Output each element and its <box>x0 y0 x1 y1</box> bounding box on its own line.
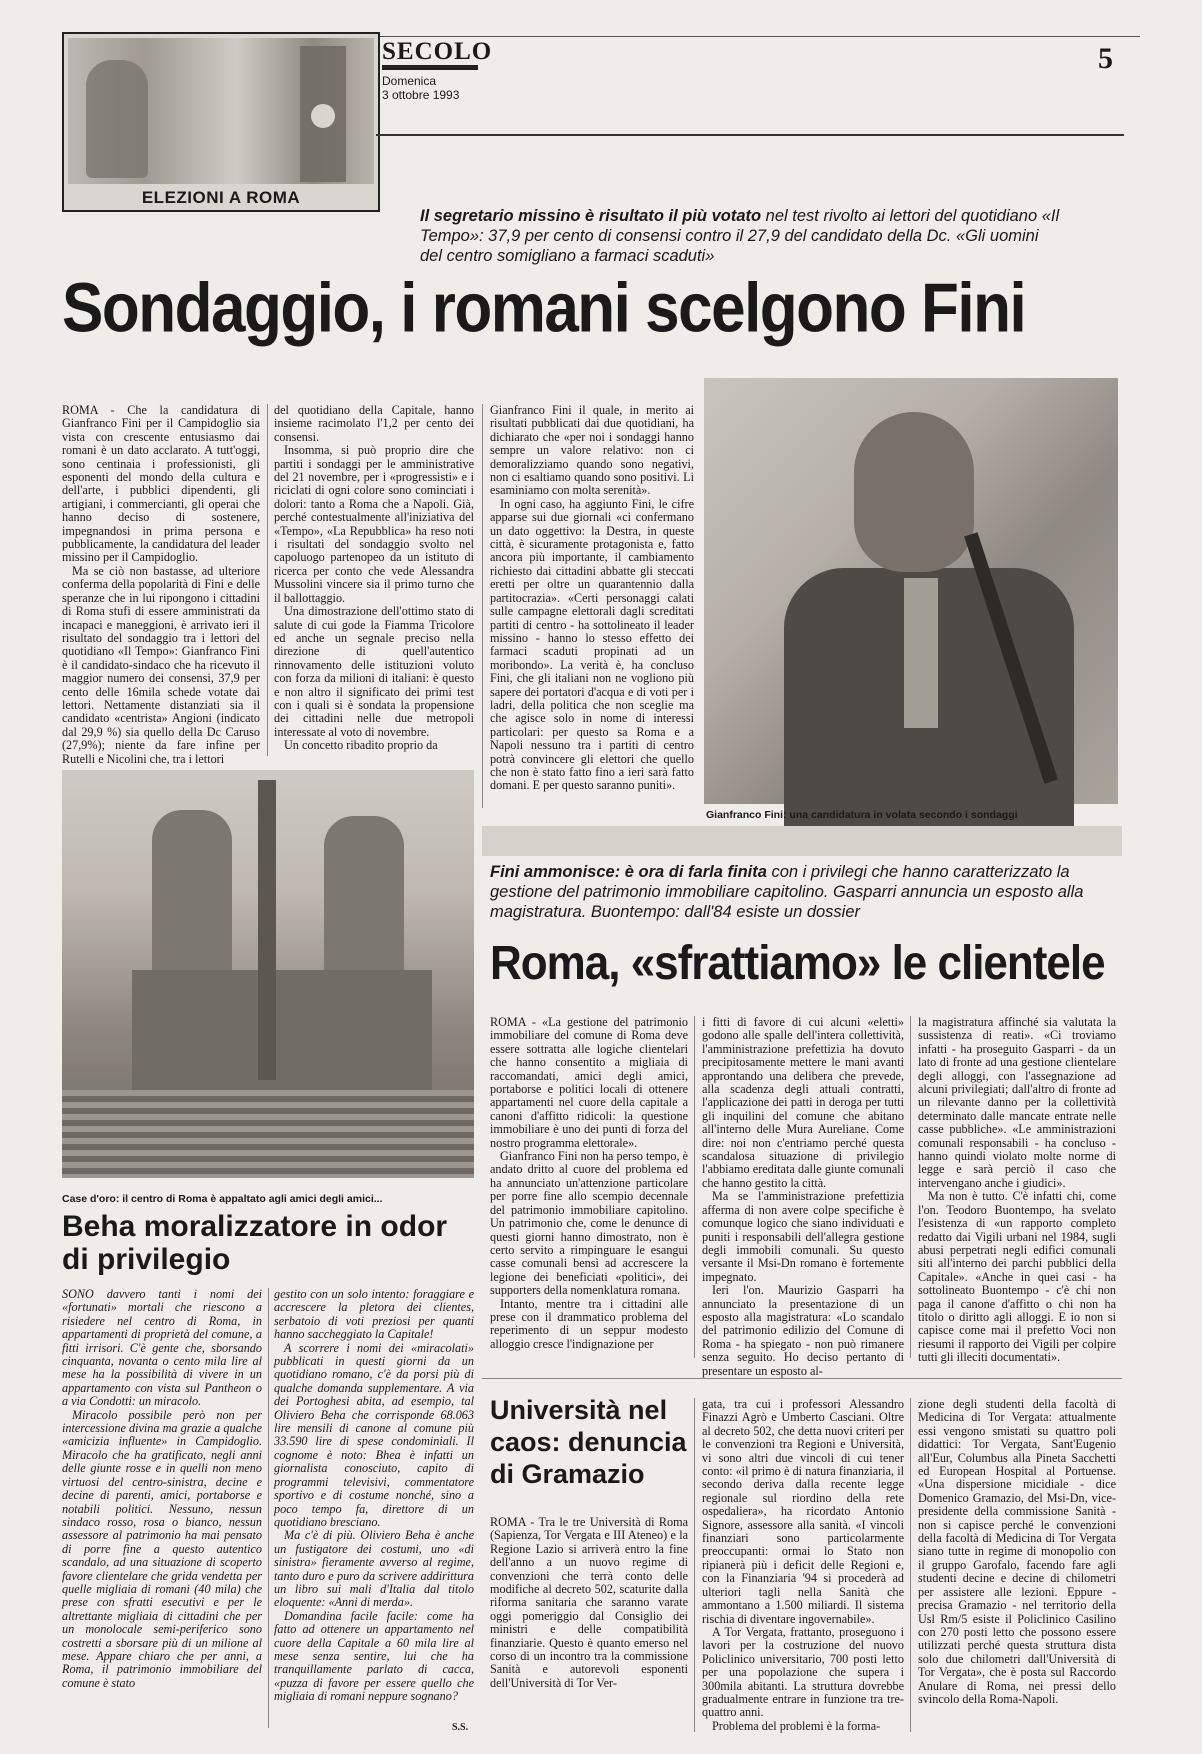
paragraph: Ma non è tutto. C'è infatti chi, come l'on. Teodoro Buontempo, ha svelato l'esistenza di «un rapporto completo redatto dai Vigili urbani nel 1984, sugli abusi perpetrati negli edifici comunali siti all'interno dei parchi pubblici della Capitale». «Anche in quei casi - ha sottolineato Buontempo - c'è chi non paga il canone d'affitto o chi non ha titolo o diritto agli alloggi. E io non si capisce come mai il prefetto Voci non riesumi il rapporto dei Vigili per colpire tutti gli illeciti documentati». <box>918 1189 1116 1365</box>
story2-column-3 <box>918 1015 1116 1365</box>
story2-column-2 <box>702 1015 904 1378</box>
story3-column-1 <box>62 1288 262 1728</box>
story4-column-1 <box>490 1516 688 1732</box>
column-rule <box>482 404 483 808</box>
paragraph: Insomma, si può proprio dire che partiti i sondaggi per le amministrative del 21 novembre, per i «progressisti» e i riciclati di ogni colore sono cominciati i dolori: tanto a Roma che a Napoli. Già, perché contestualmente all'iniziativa del «Tempo», «La Repubblica» ha reso noti i risultati del sondaggio svolto nel capoluogo partenopeo da un istituto di ricerca per conto che vede Alessandra Mussolini vincere sia il primo turno che il ballottaggio. <box>274 443 474 605</box>
church-photo <box>62 770 474 1178</box>
story4-column-3 <box>918 1398 1116 1732</box>
story3-column-2 <box>274 1288 474 1720</box>
section-photo <box>68 38 374 184</box>
paragraph: In ogni caso, ha aggiunto Fini, le cifre apparse sui due giornali «ci confermano un dato oggettivo: la Destra, in queste città, è sicuramente protagonista e, fatto ancora più importante, il cambiamento richiesto dai cittadini abbatte gli steccati eretti per oltre un quarantennio dalla partitocrazia». «Certi personaggi calati sulle campagne elettorali dagli screditati partiti di centro - ha sottolineato il leader missino - hanno lo stesso effetto dei farmaci scaduti propinati ad un moribondo». La verità è, ha concluso Fini, che gli italiani non ne vogliono più sapere dei portatori d'acqua e di voti per i ladri, della politica che non sceglie ma che agisce solo in nome di interessi particolari: per questo sa Roma e a Napoli nessuno tra i partiti di centro potrà convincere gli elettori che quello che non è stato fatto fino a ieri sarà fatto domani. E per questo saranno puniti». <box>490 496 694 793</box>
paragraph: Ma c'è di più. Oliviero Beha è anche un fustigatore dei costumi, uno «di sinistra» fieramente avverso al regime, tanto duro e puro da scrivere addirittura un libro sui mali d'Italia dal titolo eloquente: «Anni di merda». <box>274 1528 474 1610</box>
paragraph: ROMA - «La gestione del patrimonio immobiliare del comune di Roma deve essere sottratta alle logiche clientelari che hanno consentito a migliaia di raccomandati, amici degli amici, portaborse e politici locali di ottenere appartamenti nel cuore della capitale a canoni d'affitto ridicoli: la questione immobiliare è uno dei punti di forza del nostro programma elettorale». <box>490 1015 688 1150</box>
story2-column-1 <box>490 1016 688 1358</box>
story1-deck-bold: Il segretario missino è risultato il più votato <box>420 207 762 225</box>
paragraph: del quotidiano della Capitale, hanno insieme racimolato l'1,2 per cento dei consensi. <box>274 403 474 444</box>
section-caption: ELEZIONI A ROMA <box>141 188 301 207</box>
story2-headline: Roma, «sfrattiamo» le clientele <box>490 936 1105 990</box>
tower-image <box>300 46 346 182</box>
section-photo-box <box>62 32 380 212</box>
paragraph: Gianfranco Fini non ha perso tempo, è andato dritto al cuore del problema ed ha annunciato un'attenzione particolare per porre fine allo scempio decennale del patrimonio immobiliare capitolino. Un patrimonio che, come le denunce di questi giorni hanno dimostrato, non è certo servito a rimpinguare le esangui casse comunali bensì ad accrescere la legione dei beneficiati «politici», dei supporters della nomenklatura romana. <box>490 1149 688 1298</box>
top-rule <box>380 36 1140 37</box>
story2-deck <box>490 862 1090 922</box>
column-rule <box>694 1398 695 1732</box>
paragraph: ROMA - Che la candidatura di Gianfranco Fini per il Campidoglio sia vista con crescente entusiasmo dai romani è un dato acclarato. A tutt'oggi, sono centinaia i professionisti, gli esponenti del mondo della cultura e dell'arte, i pubblici dipendenti, gli artigiani, i commercianti, gli operai che hanno deciso di sostenere, impegnandosi in prima persona e pubblicamente, la candidatura del leader missino per il Campidoglio. <box>62 403 260 565</box>
paragraph: Un concetto ribadito proprio da <box>284 738 438 753</box>
paragraph: Ma se ciò non bastasse, ad ulteriore conferma della popolarità di Fini e delle speranze che in lui ripongono i cittadini di Roma stufi di essere amministrati da incapaci e maneggioni, è arrivato ieri il risultato del sondaggio tra i lettori del quotidiano «Il Tempo»: Gianfranco Fini è il candidato-sindaco che ha ricevuto il maggior numero dei consensi, 37,9 per cento delle 16mila schede votate dai lettori. Nettamente distanziati sia il candidato «centrista» Angioni (indicato dal 29,9 %) sia quello della Dc Caruso (27,9%); niente da fare infine per Rutelli e Nicolini che, tra i lettori <box>62 563 260 766</box>
paragraph: Ieri l'on. Maurizio Gasparri ha annunciato la presentazione di un esposto alla magistratura: «Lo scandalo del patrimonio edilizio del Comune di Roma - ha spiegato - non può rimanere senza seguito. Ho deciso pertanto di presentare un esposto al- <box>702 1283 904 1378</box>
story4-column-2 <box>702 1398 904 1732</box>
column-rule <box>694 1016 695 1358</box>
paragraph: gestito con un solo intento: foraggiare e accrescere la pletora dei clientes, serbatoio di voti preziosi per quanti hanno saccheggiato la Capitale! <box>274 1287 474 1342</box>
paragraph: A scorrere i nomi dei «miracolati» pubblicati in questi giorni da un quotidiano romano, c'è da porsi più di qualche domanda supplementare. A via dei Portoghesi abita, ad esempio, tal Oliviero Beha che corrisponde 68.063 lire mensili di canone al comune più 33.590 lire di spese condominiali. Il cognome è noto: Bhea è infatti un giornalista conosciuto, capito di programmi televisivi, commentatore sportivo e di costume nonché, sino a poco tempo fa, direttore di un quotidiano bresciano. <box>274 1340 474 1529</box>
paragraph: SONO davvero tanti i nomi dei «fortunati» mortali che riescono a risiedere nel centro di Roma, in appartamenti di proprietà del comune, a fitti irrisori. C'è gente che, sborsando cinquanta, novanta o cento mila lire al mese ha la possibilità di vivere in un appartamento con vista sul Pantheon o a via Condotti: un miracolo. <box>62 1287 262 1409</box>
fini-photo <box>704 378 1118 804</box>
story1-column-3 <box>490 404 694 810</box>
story3-headline: Beha moralizzatore in odor di privilegio <box>62 1210 448 1276</box>
column-rule <box>910 1398 911 1732</box>
paragraph: Miracolo possibile però non per intercessione divina ma grazie a qualche «amicizia influente» in Campidoglio. Miracolo che ha gratificato, negli anni delle giunte rosse e in quelli non meno virtuosi del centro-sinistra, decine e decine di parenti, amici, portaborse e notabili politici. Nessuno, nessun sindaco rosso, rosa o bianco, nessun assessore al patrimonio ha mai pensato di porre fine a questo autentico scandalo, ad una situazione di scoperto favore clientelare che grida vendetta per quelle migliaia di romani (40 mila) che prese con sfratti esecutivi e per le altrettante migliaia di cittadini che per un monolocale semi-periferico sono costretti a sborsare più di un milione al mese. Appare chiaro che per anni, a Roma, il patrimonio immobiliare del comune è stato <box>62 1407 262 1690</box>
issue-date-text: 3 ottobre 1993 <box>382 88 460 102</box>
story1-column-2 <box>274 404 474 756</box>
paragraph: Domandina facile facile: come ha fatto ad ottenere un appartamento nel cuore della Capitale a 60 mila lire al mese senza sentire, lui che ha tranquillamente parlato di cacca, «puzza di favore per essere quello che migliaia di romani neppure sognano? <box>274 1608 474 1704</box>
statue-image <box>86 60 148 178</box>
paragraph: i fitti di favore di cui alcuni «eletti» godono alle spalle dell'intera collettività, l'amministrazione prefettizia ha dovuto precipitosamente mettere le mani avanti approntando una delibera che prevede, alla scadenza degli attuali contratti, l'applicazione dei patti in deroga per tutti gli inquilini del comune che abitano all'interno delle Mura Aureliane. Come dire: noi non c'entriamo perché questa scandalosa situazione di privilegio l'abbiamo ereditata dalle giunte comunali che hanno gestito la città. <box>702 1015 904 1190</box>
frame-rule-top <box>376 134 1124 136</box>
paragraph: Gianfranco Fini il quale, in merito ai risultati pubblicati dai due quotidiani, ha dichiarato che «per noi i sondaggi hanno sempre un valore relativo: non ci demoralizziamo quando sono negativi, non ci esaltiamo quando sono positivi. Li esaminiamo con molta serenità». <box>490 403 694 498</box>
section-rule <box>482 1378 1122 1379</box>
story2-deck-text: con i privilegi che hanno caratterizzato la gestione del patrimonio immobiliare capitolino. Gasparri annuncia un esposto alla magistratura. Buontempo: dall'84 esiste un dossier <box>490 863 1084 921</box>
column-rule <box>267 404 268 756</box>
church-photo-caption: Case d'oro: il centro di Roma è appaltato agli amici degli amici... <box>62 1193 383 1205</box>
paragraph: Intanto, mentre tra i cittadini alle prese con il drammatico problema del reperimento di un seppur modesto alloggio cresce l'indignazione per <box>490 1296 688 1351</box>
story2-band <box>482 826 1122 856</box>
paragraph: Una dimostrazione dell'ottimo stato di salute di cui gode la Fiamma Tricolore ed anche un segnale preciso nella direzione di quell'autentico rinnovamento delle istituzioni voluto con forza da milioni di italiani: è questo e non altro il significato dei primi test con i quali si è sondata la propensione dei cittadini nelle due metropoli interessate al voto di novembre. <box>274 604 474 739</box>
story3-signature: S.S. <box>452 1722 469 1733</box>
column-rule <box>910 1016 911 1358</box>
paragraph: la magistratura affinché sia valutata la sussistenza di reati». «Ci troviamo infatti - ha proseguito Gasparri - da un lato di fronte ad una gestione clientelare degli alloggi, con l'assegnazione ad alcuni privilegiati; dall'altro di fronte ad un rilevante danno per la collettività determinato dalle mancate entrate nelle casse pubbliche». «Le amministrazioni comunali responsabili - ha concluso - hanno quindi violato molte norme di legge e sarà perciò il caso che intervengano anche i giudici». <box>918 1015 1116 1190</box>
issue-date <box>382 74 459 102</box>
story2-deck-bold: Fini ammonisce: è ora di farla finita <box>490 863 767 881</box>
column-rule <box>268 1288 269 1728</box>
paragraph: zione degli studenti della facoltà di Medicina di Tor Vergata: attualmente essi vengono smistati su quattro poli didattici: Tor Vergata, Sant'Eugenio all'Eur, Columbus alla Pineta Sacchetti ed European Hospital al Portuense. «Una dispersione micidiale - dice Domenico Gramazio, del Msi-Dn, vice-presidente della commissione Sanità - non si capisce perché le convenzioni della facoltà di Medicina di Tor Vergata siano tutte in regime di monopolio con il gruppo Garofalo, facendo fare agli studenti decine e decine di chilometri per assistere alle lezioni. Eppure - precisa Gramazio - nel territorio della Usl Rm/5 esiste il Policlinico Casilino con 270 posti letto che possono essere utilizzati perché questa struttura dista solo due chilometri dall'Università di Tor Vergata», che è posta sul Raccordo Anulare di Roma, nei pressi dello svincolo della Roma-Napoli. <box>918 1397 1116 1706</box>
page-number: 5 <box>1098 42 1113 75</box>
story4-headline: Università nel caos: denuncia di Gramazio <box>490 1395 687 1489</box>
paper-name: SECOLO <box>382 38 493 65</box>
issue-day: Domenica <box>382 74 437 88</box>
story1-column-1 <box>62 403 260 766</box>
story1-deck-text: nel test rivolto ai lettori del quotidiano «Il Tempo»: 37,9 per cento di consensi contro il 27,9 del candidato della Dc. «Gli uomini del centro somigliano a farmaci scaduti» <box>420 207 1060 265</box>
paragraph: ROMA - Tra le tre Università di Roma (Sapienza, Tor Vergata e III Ateneo) e la Regione Lazio si arriverà entro la fine dell'anno a un nuovo regime di convenzioni che terrà conto delle modifiche al decreto 502, scaturite dalla riforma sanitaria che saranno varate oggi pomeriggio dal Consiglio dei ministri e delle compatibilità finanziarie. Questo è quanto emerso nel corso di un incontro tra la commissione Sanità e autorevoli esponenti dell'Università di Tor Ver- <box>490 1515 688 1690</box>
story1-deck <box>420 206 1060 266</box>
paragraph: Problema del problemi è la forma- <box>712 1718 881 1733</box>
fini-photo-caption: Gianfranco Fini: una candidatura in volata secondo i sondaggi <box>706 809 1018 821</box>
paragraph: Ma se l'amministrazione prefettizia afferma di non avere colpe specifiche è comunque logico che siano individuati e puniti i responsabili dell'allegra gestione degli immobili comunali. Su questo versante il Msi-Dn romano è fortemente impegnato. <box>702 1189 904 1284</box>
paragraph: gata, tra cui i professori Alessandro Finazzi Agrò e Umberto Casciani. Oltre al decreto 502, che detta nuovi criteri per le convenzioni tra Regioni e Università, vi sono altri due vincoli di cui tener conto: «il primo è di natura finanziaria, il secondo deriva dalla recente legge regionale sul riordino della rete ospedaliera», ha ricordato Antonio Signore, assessore alla sanità. «I vincoli finanziari sono particolarmente preoccupanti: ormai lo Stato non ripianerà più i deficit delle Regioni e, con la Finanziaria '94 si procederà ad ulteriori tagli nella Sanità che ammontano a 1.500 miliardi. Il sistema rischia di diventare ingovernabile». <box>702 1397 904 1626</box>
paper-name-rule <box>382 65 478 70</box>
story1-headline: Sondaggio, i romani scelgono Fini <box>62 270 1026 348</box>
paragraph: A Tor Vergata, frattanto, proseguono i lavori per la costruzione del nuovo Policlinico universitario, 700 posti letto per una popolazione che supera i 300mila abitanti. La struttura dovrebbe gradualmente entrare in funzione tra tre-quattro anni. <box>702 1624 904 1720</box>
